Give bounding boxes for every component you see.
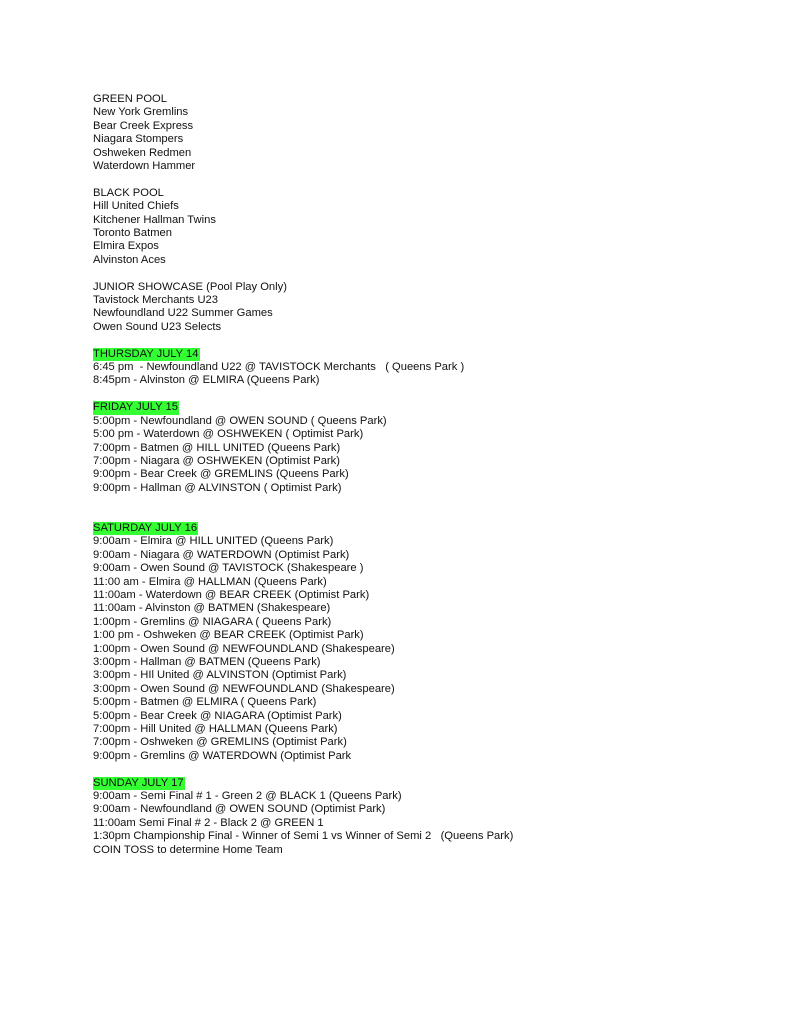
game-line: 6:45 pm - Newfoundland U22 @ TAVISTOCK Merchants ( Queens Park ) [93, 361, 465, 374]
game-line: 1:30pm Championship Final - Winner of Semi 1 vs Winner of Semi 2 (Queens Park) [93, 830, 514, 843]
pool-team: Oshweken Redmen [93, 146, 192, 159]
game-line: 9:00am - Niagara @ WATERDOWN (Optimist Park) [93, 548, 350, 561]
game-line: 11:00 am - Elmira @ HALLMAN (Queens Park) [93, 575, 327, 588]
pool-title: JUNIOR SHOWCASE (Pool Play Only) [93, 280, 287, 293]
pool-team: Toronto Batmen [93, 227, 172, 240]
game-line: 9:00am - Semi Final # 1 - Green 2 @ BLACK 1 (Queens Park) [93, 790, 402, 803]
game-line: 9:00pm - Bear Creek @ GREMLINS (Queens Park) [93, 468, 349, 481]
pool-green [93, 93, 753, 173]
game-line: 3:00pm - HIl United @ ALVINSTON (Optimist Park) [93, 669, 347, 682]
game-line: 9:00am - Elmira @ HILL UNITED (Queens Park) [93, 535, 334, 548]
pool-title: BLACK POOL [93, 186, 164, 199]
game-line: 7:00pm - Oshweken @ GREMLINS (Optimist Park) [93, 736, 347, 749]
game-line: 9:00am - Newfoundland @ OWEN SOUND (Optimist Park) [93, 803, 386, 816]
game-line: 3:00pm - Owen Sound @ NEWFOUNDLAND (Shakespeare) [93, 682, 395, 695]
day-thursday [93, 348, 753, 388]
pool-black [93, 187, 753, 267]
game-line: 11:00am - Alvinston @ BATMEN (Shakespeare) [93, 602, 331, 615]
pool-team: Bear Creek Express [93, 119, 194, 132]
day-heading: THURSDAY JULY 14 [93, 347, 199, 360]
game-line: 7:00pm - Batmen @ HILL UNITED (Queens Park) [93, 441, 341, 454]
day-saturday [93, 522, 753, 763]
pool-team: Niagara Stompers [93, 133, 184, 146]
game-line: 5:00pm - Newfoundland @ OWEN SOUND ( Queens Park) [93, 414, 387, 427]
game-line: 3:00pm - Hallman @ BATMEN (Queens Park) [93, 655, 321, 668]
game-line: 7:00pm - Hill United @ HALLMAN (Queens Park) [93, 723, 338, 736]
pool-team: Owen Sound U23 Selects [93, 320, 222, 333]
game-line: 5:00pm - Batmen @ ELMIRA ( Queens Park) [93, 696, 317, 709]
day-heading: SATURDAY JULY 16 [93, 521, 198, 534]
game-line: 5:00pm - Bear Creek @ NIAGARA (Optimist Park) [93, 709, 342, 722]
game-line: 1:00pm - Gremlins @ NIAGARA ( Queens Park) [93, 615, 332, 628]
pool-junior-showcase [93, 281, 753, 335]
schedule-document [93, 93, 753, 870]
game-line: 1:00pm - Owen Sound @ NEWFOUNDLAND (Shakespeare) [93, 642, 395, 655]
pool-team: Tavistock Merchants U23 [93, 294, 218, 307]
pool-team: Waterdown Hammer [93, 160, 196, 173]
game-line: 7:00pm - Niagara @ OSHWEKEN (Optimist Park) [93, 454, 340, 467]
game-line: 9:00pm - Gremlins @ WATERDOWN (Optimist Park [93, 749, 352, 762]
game-line: 11:00am - Waterdown @ BEAR CREEK (Optimist Park) [93, 588, 370, 601]
game-line: COIN TOSS to determine Home Team [93, 843, 283, 856]
day-friday [93, 401, 753, 495]
pool-team: Hill United Chiefs [93, 200, 179, 213]
game-line: 9:00am - Owen Sound @ TAVISTOCK (Shakespeare ) [93, 562, 364, 575]
game-line: 8:45pm - Alvinston @ ELMIRA (Queens Park) [93, 374, 320, 387]
pool-team: Elmira Expos [93, 240, 159, 253]
pool-team: Alvinston Aces [93, 253, 166, 266]
game-line: 5:00 pm - Waterdown @ OSHWEKEN ( Optimist Park) [93, 428, 364, 441]
pool-team: Newfoundland U22 Summer Games [93, 307, 273, 320]
game-line: 9:00pm - Hallman @ ALVINSTON ( Optimist Park) [93, 481, 342, 494]
pool-team: New York Gremlins [93, 106, 189, 119]
game-line: 11:00am Semi Final # 2 - Black 2 @ GREEN 1 [93, 816, 324, 829]
day-sunday [93, 777, 753, 857]
day-heading: FRIDAY JULY 15 [93, 401, 178, 414]
pool-team: Kitchener Hallman Twins [93, 213, 216, 226]
pool-title: GREEN POOL [93, 93, 167, 105]
day-heading: SUNDAY JULY 17 [93, 776, 184, 789]
game-line: 1:00 pm - Oshweken @ BEAR CREEK (Optimist Park) [93, 629, 364, 642]
